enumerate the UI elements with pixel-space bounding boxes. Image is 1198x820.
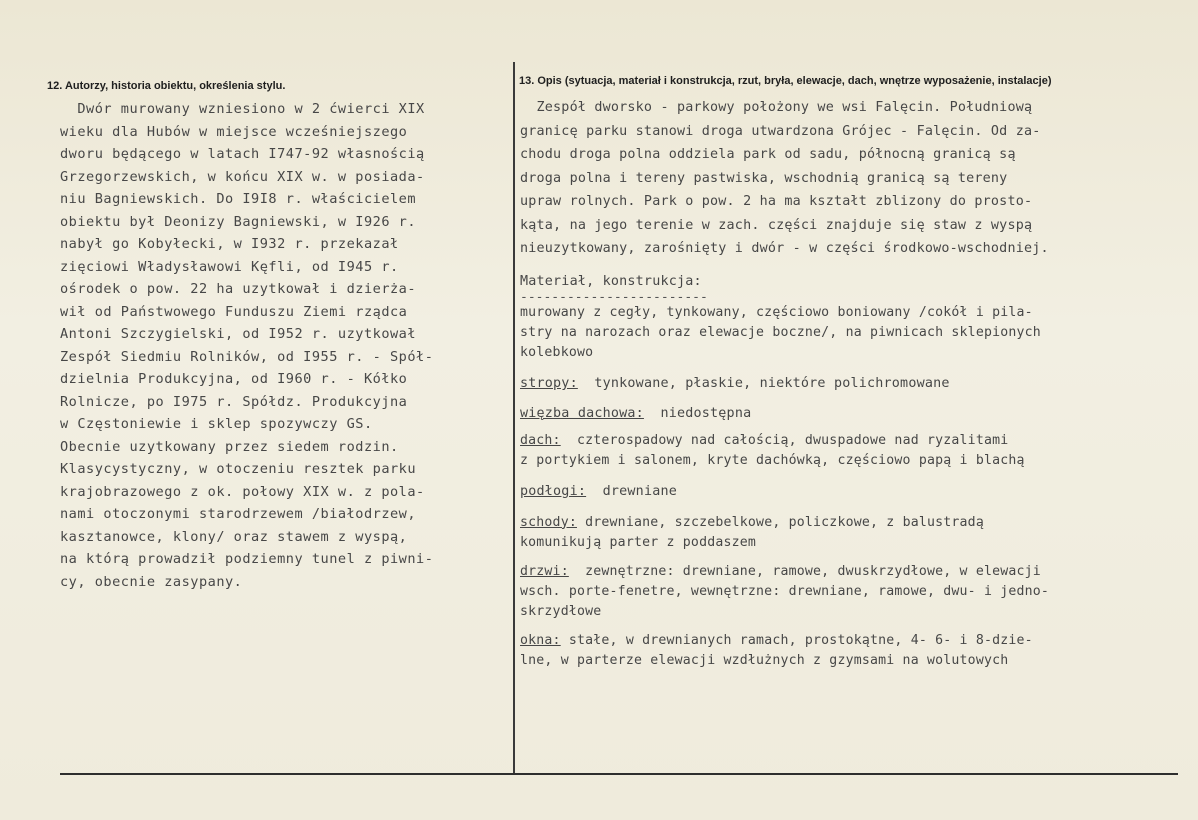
text-line: kolebkowo: [520, 345, 594, 360]
wiezba-row: [520, 402, 1180, 426]
text-line: dworu będącego w latach I747-92 własnością: [60, 146, 425, 162]
podlogi-row: [520, 480, 1180, 504]
stropy-row: [520, 372, 1180, 396]
dach-text: czterospadowy nad całością, dwuspadowe nad ryzalitami: [560, 433, 1009, 448]
text-line: w Częstoniewie i sklep spozywczy GS.: [60, 416, 373, 432]
stropy-text: tynkowane, płaskie, niektóre polichromowane: [577, 376, 950, 391]
text-line: chodu droga polna oddziela park od sadu, północną granicą są: [520, 147, 1016, 162]
wiezba-text: niedostępna: [643, 405, 752, 421]
text-line: krajobrazowego z ok. połowy XIX w. z pola-: [60, 483, 425, 500]
text-line: kasztanowce, klony/ oraz stawem z wyspą,: [60, 528, 408, 545]
text-line: ośrodek o pow. 22 ha uzytkował i dzierża-: [60, 281, 417, 297]
text-line: wił od Państwowego Funduszu Ziemi rządca: [60, 303, 408, 320]
text-line: zięciowi Władysławowi Kęfli, od I945 r.: [60, 258, 399, 275]
text-line: upraw rolnych. Park o pow. 2 ha ma kształt zblizony do prosto-: [520, 194, 1033, 209]
stropy-label: stropy:: [520, 376, 578, 391]
text-line: Zespół Siedmiu Rolników, od I955 r. - Spół-: [60, 348, 434, 365]
text-line: dzielnia Produkcyjna, od I960 r. - Kółko: [60, 371, 408, 387]
dach-label: dach:: [520, 433, 561, 448]
material-heading: Materiał, konstrukcja:: [520, 273, 702, 289]
text-line: wieku dla Hubów w miejsce wcześniejszego: [60, 123, 408, 140]
text-line: cy, obecnie zasypany.: [60, 573, 243, 590]
section-12-heading: 12. Autorzy, historia obiektu, określenia stylu.: [47, 80, 286, 92]
drzwi-row: [520, 562, 1180, 582]
text-line: z portykiem i salonem, kryte dachówką, częściowo papą i blachą: [520, 453, 1025, 468]
text-line: murowany z cegły, tynkowany, częściowo boniowany /cokół i pila-: [520, 305, 1033, 320]
schody-label: schody:: [520, 514, 577, 530]
drzwi-text: zewnętrzne: drewniane, ramowe, dwuskrzydłowe, w elewacji: [568, 563, 1041, 579]
text-line: granicę parku stanowi droga utwardzona Grójec - Falęcin. Od za-: [520, 123, 1041, 139]
text-line: nieuzytkowany, zarośnięty i dwór - w części środkowo-wschodniej.: [520, 241, 1049, 256]
section-13-heading: 13. Opis (sytuacja, materiał i konstrukcja, rzut, bryła, elewacje, dach, wnętrze wyposażenie, instalacje): [519, 75, 1052, 87]
material-underline: ------------------------: [520, 290, 708, 305]
text-line: na którą prowadził podziemny tunel z piwni-: [60, 551, 434, 567]
text-line: wsch. porte-fenetre, wewnętrzne: drewniane, ramowe, dwu- i jedno-: [520, 583, 1050, 599]
column-divider: [513, 62, 515, 774]
okna-row: [520, 631, 1180, 651]
wiezba-label: więzba dachowa:: [520, 405, 644, 421]
podlogi-text: drewniane: [586, 484, 677, 499]
text-line: Obecnie uzytkowany przez siedem rodzin.: [60, 438, 399, 455]
schody-text: drewniane, szczebelkowe, policzkowe, z balustradą: [576, 514, 984, 530]
text-line: lne, w parterze elewacji wzdłużnych z gzymsami na wolutowych: [520, 652, 1009, 668]
drzwi-label: drzwi:: [520, 563, 569, 579]
text-line: Antoni Szczygielski, od I952 r. uzytkował: [60, 326, 417, 342]
text-line: stry na narozach oraz elewacje boczne/, na piwnicach sklepionych: [520, 325, 1041, 340]
text-line: Rolnicze, po I975 r. Spółdz. Produkcyjna: [60, 393, 408, 410]
section-12-text: [60, 98, 505, 593]
okna-label: okna:: [520, 632, 561, 648]
text-line: nabył go Kobyłecki, w I932 r. przekazał: [60, 236, 399, 252]
text-line: Zespół dworsko - parkowy położony we wsi Falęcin. Południową: [520, 100, 1033, 115]
text-line: Grzegorzewskich, w końcu XIX w. w posiada-: [60, 168, 425, 185]
section-13-text: [520, 96, 1180, 671]
text-line: obiektu był Deonizy Bagniewski, w I926 r.: [60, 213, 417, 230]
text-line: komunikują parter z poddaszem: [520, 534, 757, 550]
text-line: niu Bagniewskich. Do I9I8 r. właścicielem: [60, 191, 417, 207]
text-line: skrzydłowe: [520, 603, 602, 619]
bottom-rule: [60, 773, 1178, 775]
okna-text: stałe, w drewnianych ramach, prostokątne, 4- 6- i 8-dzie-: [560, 632, 1033, 648]
text-line: droga polna i tereny pastwiska, wschodnią granicą są tereny: [520, 170, 1008, 186]
dach-row: [520, 431, 1180, 451]
podlogi-label: podłogi:: [520, 484, 587, 499]
schody-row: [520, 513, 1180, 533]
text-line: Klasycystyczny, w otoczeniu resztek parku: [60, 461, 417, 477]
text-line: Dwór murowany wzniesiono w 2 ćwierci XIX: [60, 101, 425, 117]
text-line: nami otoczonymi starodrzewem /białodrzew,: [60, 506, 417, 522]
text-line: kąta, na jego terenie w zach. części znajduje się staw z wyspą: [520, 217, 1033, 233]
